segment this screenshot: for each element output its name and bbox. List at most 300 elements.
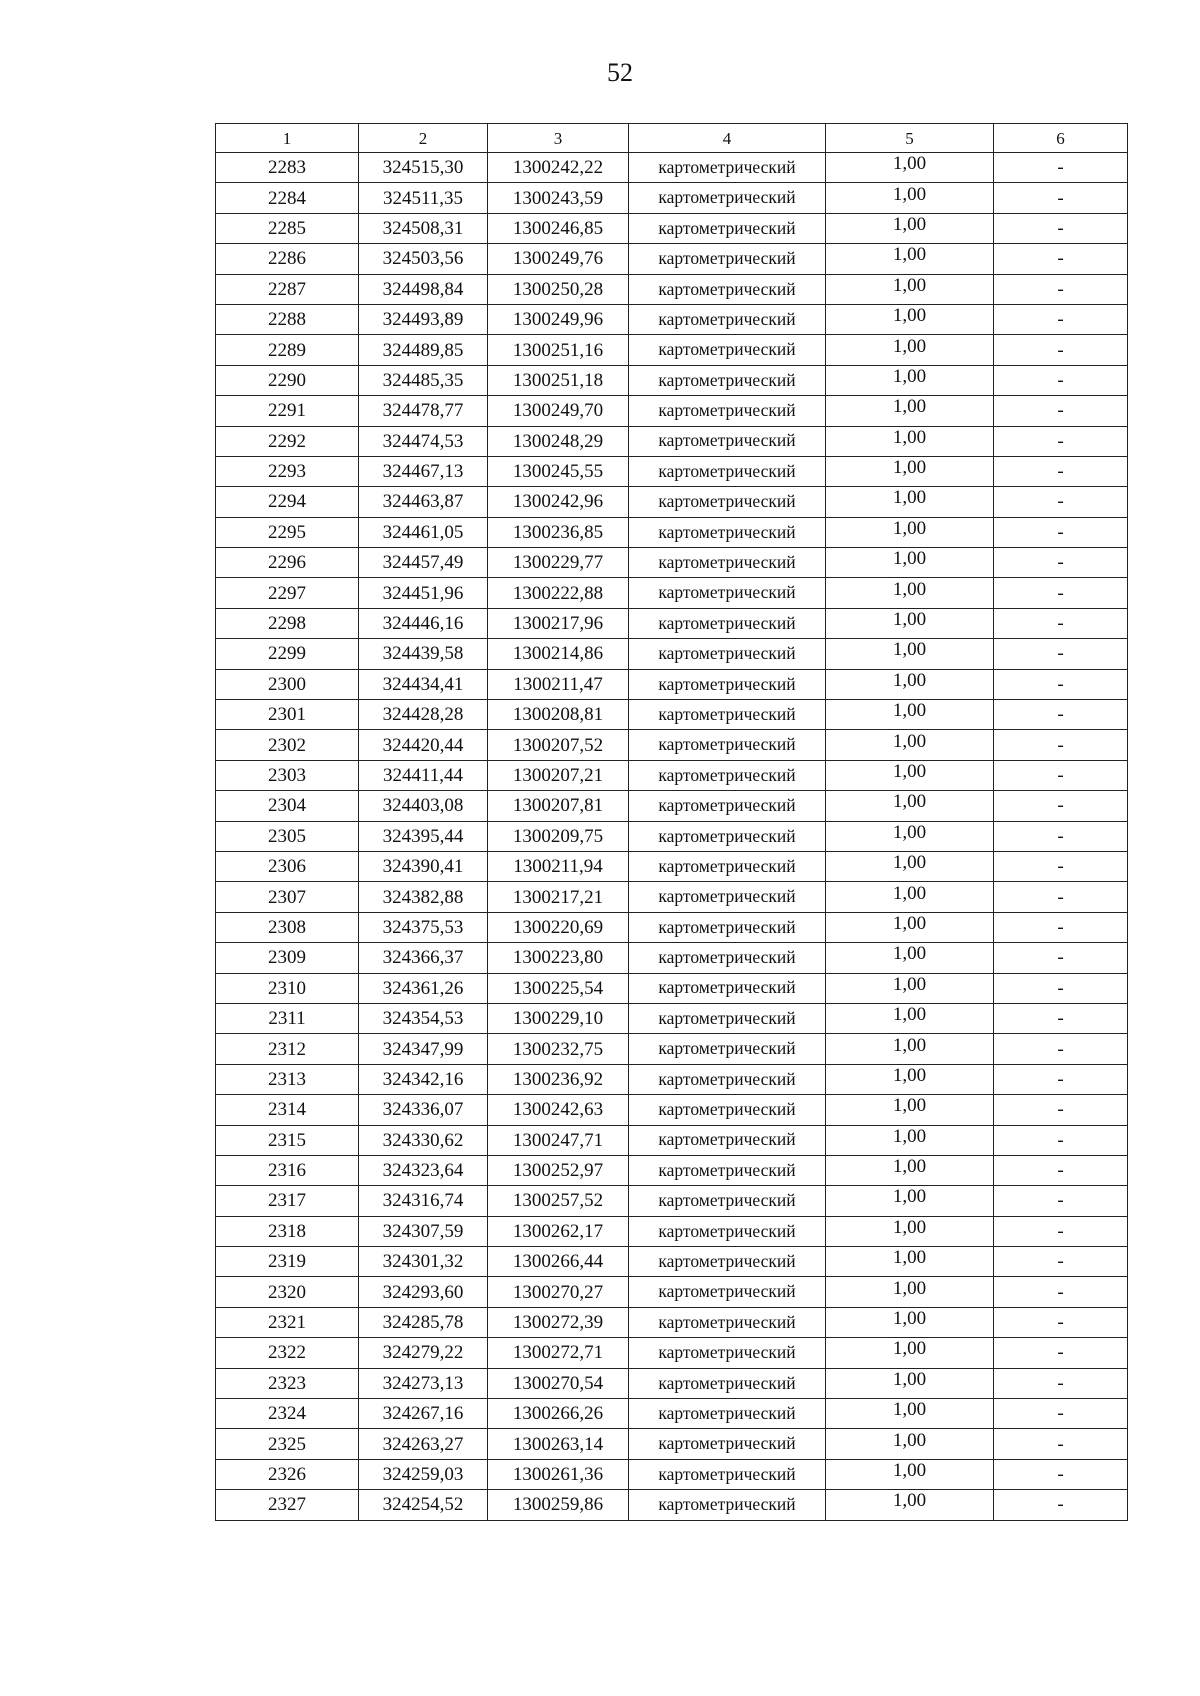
point-number-cell: 2316 [216, 1155, 359, 1185]
point-number-cell: 2295 [216, 517, 359, 547]
table-row [216, 973, 1128, 1003]
x-coordinate-cell: 324420,44 [359, 730, 488, 760]
method-cell: картометрический [629, 791, 826, 821]
accuracy-cell [826, 760, 994, 790]
table-row [216, 1064, 1128, 1094]
accuracy-value: 1,00 [892, 1216, 927, 1238]
y-coordinate-cell: 1300250,28 [488, 274, 629, 304]
accuracy-value: 1,00 [892, 912, 927, 934]
x-coordinate-cell: 324267,16 [359, 1399, 488, 1429]
table-row [216, 669, 1128, 699]
note-cell: - [994, 1399, 1128, 1429]
accuracy-cell [826, 274, 994, 304]
table-row [216, 1186, 1128, 1216]
x-coordinate-cell: 324301,32 [359, 1247, 488, 1277]
note-cell: - [994, 1125, 1128, 1155]
accuracy-cell [826, 548, 994, 578]
point-number-cell: 2318 [216, 1216, 359, 1246]
point-number-cell: 2294 [216, 487, 359, 517]
accuracy-cell [826, 1368, 994, 1398]
page-number: 52 [607, 58, 633, 87]
method-cell: картометрический [629, 517, 826, 547]
accuracy-value: 1,00 [892, 1338, 927, 1360]
accuracy-value: 1,00 [892, 1125, 927, 1147]
table-row [216, 1155, 1128, 1185]
column-header: 1 [216, 124, 359, 153]
y-coordinate-cell: 1300211,94 [488, 851, 629, 881]
point-number-cell: 2290 [216, 365, 359, 395]
note-cell: - [994, 1095, 1128, 1125]
table-row [216, 912, 1128, 942]
table-row [216, 791, 1128, 821]
point-number-cell: 2297 [216, 578, 359, 608]
x-coordinate-cell: 324263,27 [359, 1429, 488, 1459]
accuracy-value: 1,00 [892, 1459, 927, 1481]
note-cell: - [994, 1368, 1128, 1398]
note-cell: - [994, 1490, 1128, 1520]
x-coordinate-cell: 324478,77 [359, 396, 488, 426]
table-row [216, 1277, 1128, 1307]
accuracy-cell [826, 669, 994, 699]
table-row [216, 1247, 1128, 1277]
y-coordinate-cell: 1300248,29 [488, 426, 629, 456]
accuracy-cell [826, 304, 994, 334]
y-coordinate-cell: 1300262,17 [488, 1216, 629, 1246]
accuracy-cell [826, 183, 994, 213]
note-cell: - [994, 791, 1128, 821]
y-coordinate-cell: 1300259,86 [488, 1490, 629, 1520]
x-coordinate-cell: 324434,41 [359, 669, 488, 699]
note-cell: - [994, 1277, 1128, 1307]
accuracy-value: 1,00 [892, 669, 927, 691]
accuracy-value: 1,00 [892, 852, 927, 874]
x-coordinate-cell: 324467,13 [359, 456, 488, 486]
method-cell: картометрический [629, 548, 826, 578]
accuracy-cell [826, 365, 994, 395]
accuracy-cell [826, 1155, 994, 1185]
method-cell: картометрический [629, 487, 826, 517]
point-number-cell: 2292 [216, 426, 359, 456]
method-cell: картометрический [629, 821, 826, 851]
note-cell: - [994, 912, 1128, 942]
y-coordinate-cell: 1300236,92 [488, 1064, 629, 1094]
accuracy-cell [826, 1429, 994, 1459]
y-coordinate-cell: 1300261,36 [488, 1459, 629, 1489]
method-cell: картометрический [629, 274, 826, 304]
accuracy-value: 1,00 [892, 578, 927, 600]
table-row [216, 730, 1128, 760]
accuracy-cell [826, 1307, 994, 1337]
note-cell: - [994, 700, 1128, 730]
x-coordinate-cell: 324279,22 [359, 1338, 488, 1368]
method-cell: картометрический [629, 1064, 826, 1094]
x-coordinate-cell: 324390,41 [359, 851, 488, 881]
table-row [216, 943, 1128, 973]
y-coordinate-cell: 1300232,75 [488, 1034, 629, 1064]
point-number-cell: 2296 [216, 548, 359, 578]
accuracy-value: 1,00 [892, 821, 927, 843]
method-cell: картометрический [629, 851, 826, 881]
table-row [216, 1490, 1128, 1520]
point-number-cell: 2288 [216, 304, 359, 334]
table-row [216, 1368, 1128, 1398]
y-coordinate-cell: 1300242,63 [488, 1095, 629, 1125]
accuracy-value: 1,00 [892, 213, 927, 235]
table-row [216, 548, 1128, 578]
accuracy-cell [826, 335, 994, 365]
x-coordinate-cell: 324293,60 [359, 1277, 488, 1307]
x-coordinate-cell: 324375,53 [359, 912, 488, 942]
point-number-cell: 2317 [216, 1186, 359, 1216]
x-coordinate-cell: 324503,56 [359, 244, 488, 274]
y-coordinate-cell: 1300266,26 [488, 1399, 629, 1429]
method-cell: картометрический [629, 1247, 826, 1277]
y-coordinate-cell: 1300249,76 [488, 244, 629, 274]
table-row [216, 821, 1128, 851]
accuracy-cell [826, 1003, 994, 1033]
note-cell: - [994, 1064, 1128, 1094]
note-cell: - [994, 213, 1128, 243]
x-coordinate-cell: 324395,44 [359, 821, 488, 851]
column-header: 3 [488, 124, 629, 153]
y-coordinate-cell: 1300223,80 [488, 943, 629, 973]
x-coordinate-cell: 324354,53 [359, 1003, 488, 1033]
point-number-cell: 2320 [216, 1277, 359, 1307]
note-cell: - [994, 335, 1128, 365]
table-row [216, 213, 1128, 243]
point-number-cell: 2322 [216, 1338, 359, 1368]
x-coordinate-cell: 324463,87 [359, 487, 488, 517]
note-cell: - [994, 821, 1128, 851]
method-cell: картометрический [629, 1186, 826, 1216]
note-cell: - [994, 548, 1128, 578]
accuracy-value: 1,00 [892, 1490, 927, 1512]
accuracy-cell [826, 912, 994, 942]
accuracy-cell [826, 1338, 994, 1368]
y-coordinate-cell: 1300229,10 [488, 1003, 629, 1033]
note-cell: - [994, 183, 1128, 213]
note-cell: - [994, 517, 1128, 547]
x-coordinate-cell: 324485,35 [359, 365, 488, 395]
table-row [216, 1429, 1128, 1459]
column-header: 2 [359, 124, 488, 153]
x-coordinate-cell: 324316,74 [359, 1186, 488, 1216]
accuracy-value: 1,00 [892, 153, 927, 175]
y-coordinate-cell: 1300242,96 [488, 487, 629, 517]
point-number-cell: 2293 [216, 456, 359, 486]
y-coordinate-cell: 1300222,88 [488, 578, 629, 608]
method-cell: картометрический [629, 1003, 826, 1033]
accuracy-value: 1,00 [892, 1034, 927, 1056]
y-coordinate-cell: 1300266,44 [488, 1247, 629, 1277]
accuracy-cell [826, 1034, 994, 1064]
y-coordinate-cell: 1300209,75 [488, 821, 629, 851]
accuracy-cell [826, 1125, 994, 1155]
method-cell: картометрический [629, 1125, 826, 1155]
note-cell: - [994, 153, 1128, 183]
accuracy-value: 1,00 [892, 1186, 927, 1208]
table-row [216, 335, 1128, 365]
method-cell: картометрический [629, 608, 826, 638]
y-coordinate-cell: 1300220,69 [488, 912, 629, 942]
note-cell: - [994, 244, 1128, 274]
y-coordinate-cell: 1300252,97 [488, 1155, 629, 1185]
note-cell: - [994, 1034, 1128, 1064]
x-coordinate-cell: 324361,26 [359, 973, 488, 1003]
method-cell: картометрический [629, 669, 826, 699]
method-cell: картометрический [629, 1399, 826, 1429]
note-cell: - [994, 882, 1128, 912]
method-cell: картометрический [629, 912, 826, 942]
y-coordinate-cell: 1300236,85 [488, 517, 629, 547]
note-cell: - [994, 1216, 1128, 1246]
y-coordinate-cell: 1300211,47 [488, 669, 629, 699]
accuracy-value: 1,00 [892, 882, 927, 904]
note-cell: - [994, 365, 1128, 395]
y-coordinate-cell: 1300207,81 [488, 791, 629, 821]
note-cell: - [994, 851, 1128, 881]
x-coordinate-cell: 324254,52 [359, 1490, 488, 1520]
method-cell: картометрический [629, 1155, 826, 1185]
method-cell: картометрический [629, 760, 826, 790]
note-cell: - [994, 1155, 1128, 1185]
point-number-cell: 2323 [216, 1368, 359, 1398]
accuracy-cell [826, 578, 994, 608]
accuracy-value: 1,00 [892, 1064, 927, 1086]
x-coordinate-cell: 324259,03 [359, 1459, 488, 1489]
y-coordinate-cell: 1300270,27 [488, 1277, 629, 1307]
table-row [216, 760, 1128, 790]
x-coordinate-cell: 324366,37 [359, 943, 488, 973]
note-cell: - [994, 1003, 1128, 1033]
x-coordinate-cell: 324439,58 [359, 639, 488, 669]
accuracy-value: 1,00 [892, 1277, 927, 1299]
note-cell: - [994, 669, 1128, 699]
y-coordinate-cell: 1300229,77 [488, 548, 629, 578]
accuracy-value: 1,00 [892, 183, 927, 205]
accuracy-value: 1,00 [892, 548, 927, 570]
accuracy-cell [826, 1459, 994, 1489]
point-number-cell: 2300 [216, 669, 359, 699]
method-cell: картометрический [629, 1095, 826, 1125]
point-number-cell: 2327 [216, 1490, 359, 1520]
x-coordinate-cell: 324461,05 [359, 517, 488, 547]
x-coordinate-cell: 324489,85 [359, 335, 488, 365]
accuracy-value: 1,00 [892, 244, 927, 266]
accuracy-cell [826, 851, 994, 881]
accuracy-value: 1,00 [892, 396, 927, 418]
accuracy-value: 1,00 [892, 365, 927, 387]
accuracy-value: 1,00 [892, 457, 927, 479]
accuracy-cell [826, 456, 994, 486]
accuracy-cell [826, 487, 994, 517]
y-coordinate-cell: 1300245,55 [488, 456, 629, 486]
table-row [216, 426, 1128, 456]
accuracy-value: 1,00 [892, 1247, 927, 1269]
accuracy-cell [826, 943, 994, 973]
method-cell: картометрический [629, 578, 826, 608]
method-cell: картометрический [629, 456, 826, 486]
point-number-cell: 2324 [216, 1399, 359, 1429]
table-row [216, 882, 1128, 912]
method-cell: картометрический [629, 1368, 826, 1398]
accuracy-value: 1,00 [892, 335, 927, 357]
x-coordinate-cell: 324403,08 [359, 791, 488, 821]
method-cell: картометрический [629, 153, 826, 183]
point-number-cell: 2304 [216, 791, 359, 821]
accuracy-cell [826, 973, 994, 1003]
x-coordinate-cell: 324323,64 [359, 1155, 488, 1185]
x-coordinate-cell: 324411,44 [359, 760, 488, 790]
method-cell: картометрический [629, 1277, 826, 1307]
method-cell: картометрический [629, 1216, 826, 1246]
accuracy-cell [826, 213, 994, 243]
accuracy-cell [826, 821, 994, 851]
accuracy-value: 1,00 [892, 487, 927, 509]
accuracy-cell [826, 608, 994, 638]
point-number-cell: 2289 [216, 335, 359, 365]
column-header: 6 [994, 124, 1128, 153]
accuracy-cell [826, 639, 994, 669]
point-number-cell: 2309 [216, 943, 359, 973]
point-number-cell: 2310 [216, 973, 359, 1003]
note-cell: - [994, 1247, 1128, 1277]
accuracy-value: 1,00 [892, 305, 927, 327]
point-number-cell: 2298 [216, 608, 359, 638]
x-coordinate-cell: 324451,96 [359, 578, 488, 608]
x-coordinate-cell: 324515,30 [359, 153, 488, 183]
coordinates-table [215, 123, 1128, 1521]
note-cell: - [994, 1307, 1128, 1337]
table-row [216, 639, 1128, 669]
accuracy-value: 1,00 [892, 700, 927, 722]
note-cell: - [994, 639, 1128, 669]
y-coordinate-cell: 1300225,54 [488, 973, 629, 1003]
method-cell: картометрический [629, 244, 826, 274]
table-row [216, 1459, 1128, 1489]
y-coordinate-cell: 1300251,16 [488, 335, 629, 365]
point-number-cell: 2314 [216, 1095, 359, 1125]
method-cell: картометрический [629, 396, 826, 426]
x-coordinate-cell: 324493,89 [359, 304, 488, 334]
point-number-cell: 2286 [216, 244, 359, 274]
method-cell: картометрический [629, 183, 826, 213]
accuracy-value: 1,00 [892, 973, 927, 995]
accuracy-value: 1,00 [892, 1368, 927, 1390]
table-row [216, 183, 1128, 213]
table-row [216, 578, 1128, 608]
method-cell: картометрический [629, 730, 826, 760]
x-coordinate-cell: 324457,49 [359, 548, 488, 578]
table-row [216, 1095, 1128, 1125]
table-row [216, 1399, 1128, 1429]
note-cell: - [994, 1338, 1128, 1368]
note-cell: - [994, 1459, 1128, 1489]
point-number-cell: 2315 [216, 1125, 359, 1155]
accuracy-value: 1,00 [892, 609, 927, 631]
table-row [216, 1003, 1128, 1033]
method-cell: картометрический [629, 365, 826, 395]
method-cell: картометрический [629, 639, 826, 669]
x-coordinate-cell: 324428,28 [359, 700, 488, 730]
accuracy-value: 1,00 [892, 274, 927, 296]
accuracy-cell [826, 1247, 994, 1277]
header-row [216, 124, 1128, 153]
point-number-cell: 2307 [216, 882, 359, 912]
y-coordinate-cell: 1300251,18 [488, 365, 629, 395]
y-coordinate-cell: 1300270,54 [488, 1368, 629, 1398]
table-row [216, 456, 1128, 486]
point-number-cell: 2312 [216, 1034, 359, 1064]
note-cell: - [994, 730, 1128, 760]
accuracy-cell [826, 244, 994, 274]
y-coordinate-cell: 1300242,22 [488, 153, 629, 183]
table-row [216, 365, 1128, 395]
note-cell: - [994, 1186, 1128, 1216]
accuracy-value: 1,00 [892, 426, 927, 448]
point-number-cell: 2326 [216, 1459, 359, 1489]
table-row [216, 517, 1128, 547]
column-header: 5 [826, 124, 994, 153]
note-cell: - [994, 943, 1128, 973]
accuracy-cell [826, 1216, 994, 1246]
table-row [216, 608, 1128, 638]
method-cell: картометрический [629, 973, 826, 1003]
note-cell: - [994, 608, 1128, 638]
note-cell: - [994, 304, 1128, 334]
method-cell: картометрический [629, 335, 826, 365]
x-coordinate-cell: 324347,99 [359, 1034, 488, 1064]
accuracy-cell [826, 882, 994, 912]
x-coordinate-cell: 324498,84 [359, 274, 488, 304]
y-coordinate-cell: 1300263,14 [488, 1429, 629, 1459]
y-coordinate-cell: 1300207,52 [488, 730, 629, 760]
accuracy-value: 1,00 [892, 1004, 927, 1026]
y-coordinate-cell: 1300272,71 [488, 1338, 629, 1368]
method-cell: картометрический [629, 1459, 826, 1489]
accuracy-cell [826, 153, 994, 183]
column-header: 4 [629, 124, 826, 153]
table-row [216, 153, 1128, 183]
accuracy-cell [826, 1095, 994, 1125]
x-coordinate-cell: 324342,16 [359, 1064, 488, 1094]
accuracy-cell [826, 730, 994, 760]
method-cell: картометрический [629, 1490, 826, 1520]
x-coordinate-cell: 324336,07 [359, 1095, 488, 1125]
point-number-cell: 2308 [216, 912, 359, 942]
table-row [216, 1125, 1128, 1155]
method-cell: картометрический [629, 1429, 826, 1459]
table-row [216, 487, 1128, 517]
accuracy-value: 1,00 [892, 1095, 927, 1117]
table-row [216, 304, 1128, 334]
table-row [216, 244, 1128, 274]
accuracy-value: 1,00 [892, 517, 927, 539]
y-coordinate-cell: 1300207,21 [488, 760, 629, 790]
method-cell: картометрический [629, 882, 826, 912]
table-row [216, 851, 1128, 881]
accuracy-cell [826, 1064, 994, 1094]
y-coordinate-cell: 1300272,39 [488, 1307, 629, 1337]
table-row [216, 1034, 1128, 1064]
point-number-cell: 2301 [216, 700, 359, 730]
y-coordinate-cell: 1300249,96 [488, 304, 629, 334]
table-row [216, 1338, 1128, 1368]
accuracy-cell [826, 791, 994, 821]
note-cell: - [994, 578, 1128, 608]
table-row [216, 1307, 1128, 1337]
x-coordinate-cell: 324446,16 [359, 608, 488, 638]
